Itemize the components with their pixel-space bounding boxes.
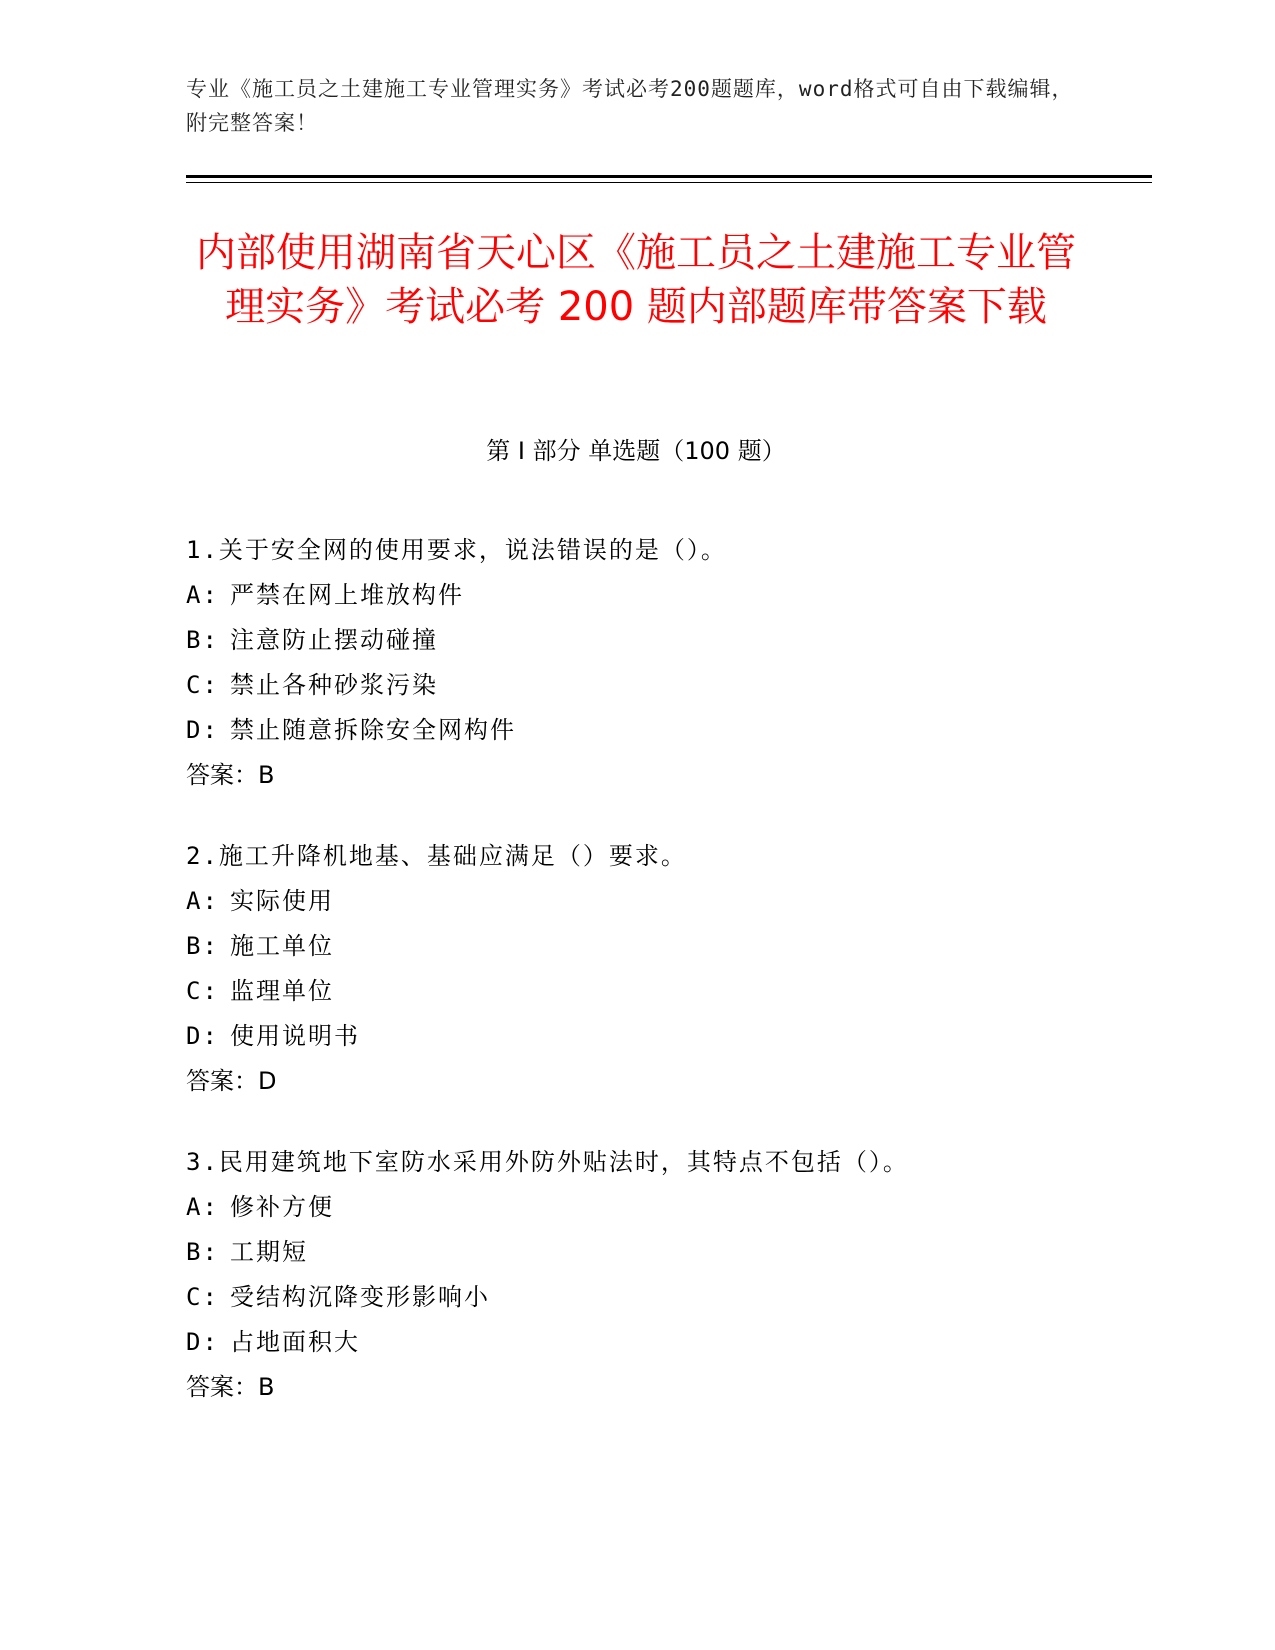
option-d — [186, 1320, 1146, 1365]
option-text: 占地面积大 — [230, 1328, 360, 1356]
answer-label: 答案： — [186, 761, 258, 789]
option-text: 禁止随意拆除安全网构件 — [230, 716, 516, 744]
option-key: D: — [186, 1328, 219, 1356]
option-text: 实际使用 — [230, 887, 334, 915]
option-b — [186, 618, 1146, 663]
question-stem: 1.关于安全网的使用要求，说法错误的是（）。 — [186, 536, 727, 564]
option-key: C: — [186, 977, 219, 1005]
answer-line — [186, 1365, 1146, 1410]
question-stem: 3.民用建筑地下室防水采用外防外贴法时，其特点不包括（）。 — [186, 1148, 909, 1176]
answer-value: D — [258, 1067, 277, 1095]
option-a — [186, 573, 1146, 618]
option-text: 使用说明书 — [230, 1022, 360, 1050]
header-note: 专业《施工员之土建施工专业管理实务》考试必考200题题库，word格式可自由下载编辑，附完整答案！ — [186, 77, 1074, 135]
question-list — [186, 528, 1146, 1446]
option-d — [186, 1014, 1146, 1059]
option-c — [186, 1275, 1146, 1320]
option-b — [186, 1230, 1146, 1275]
answer-value: B — [258, 761, 275, 789]
answer-label: 答案： — [186, 1373, 258, 1401]
option-key: C: — [186, 671, 219, 699]
option-text: 严禁在网上堆放构件 — [230, 581, 464, 609]
question-stem: 2.施工升降机地基、基础应满足（）要求。 — [186, 842, 687, 870]
answer-value: B — [258, 1373, 275, 1401]
option-key: B: — [186, 626, 219, 654]
option-b — [186, 924, 1146, 969]
option-key: A: — [186, 887, 219, 915]
option-d — [186, 708, 1146, 753]
option-text: 注意防止摆动碰撞 — [230, 626, 438, 654]
document-title: 内部使用湖南省天心区《施工员之土建施工专业管理实务》考试必考 200 题内部题库带答案下载 — [196, 230, 1076, 330]
option-key: D: — [186, 716, 219, 744]
section-title: 第 I 部分 单选题（100 题） — [486, 437, 786, 465]
option-c — [186, 969, 1146, 1014]
option-text: 工期短 — [230, 1238, 308, 1266]
option-a — [186, 879, 1146, 924]
question-2 — [186, 834, 1146, 1104]
answer-line — [186, 1059, 1146, 1104]
option-c — [186, 663, 1146, 708]
option-key: B: — [186, 932, 219, 960]
header-divider-thick — [186, 175, 1152, 178]
option-a — [186, 1185, 1146, 1230]
option-key: A: — [186, 581, 219, 609]
option-key: D: — [186, 1022, 219, 1050]
answer-label: 答案： — [186, 1067, 258, 1095]
option-key: C: — [186, 1283, 219, 1311]
option-text: 修补方便 — [230, 1193, 334, 1221]
option-text: 禁止各种砂浆污染 — [230, 671, 438, 699]
option-text: 受结构沉降变形影响小 — [230, 1283, 490, 1311]
option-key: B: — [186, 1238, 219, 1266]
option-text: 监理单位 — [230, 977, 334, 1005]
header-divider-thin — [186, 182, 1152, 183]
option-text: 施工单位 — [230, 932, 334, 960]
question-3 — [186, 1140, 1146, 1410]
option-key: A: — [186, 1193, 219, 1221]
answer-line — [186, 753, 1146, 798]
question-1 — [186, 528, 1146, 798]
